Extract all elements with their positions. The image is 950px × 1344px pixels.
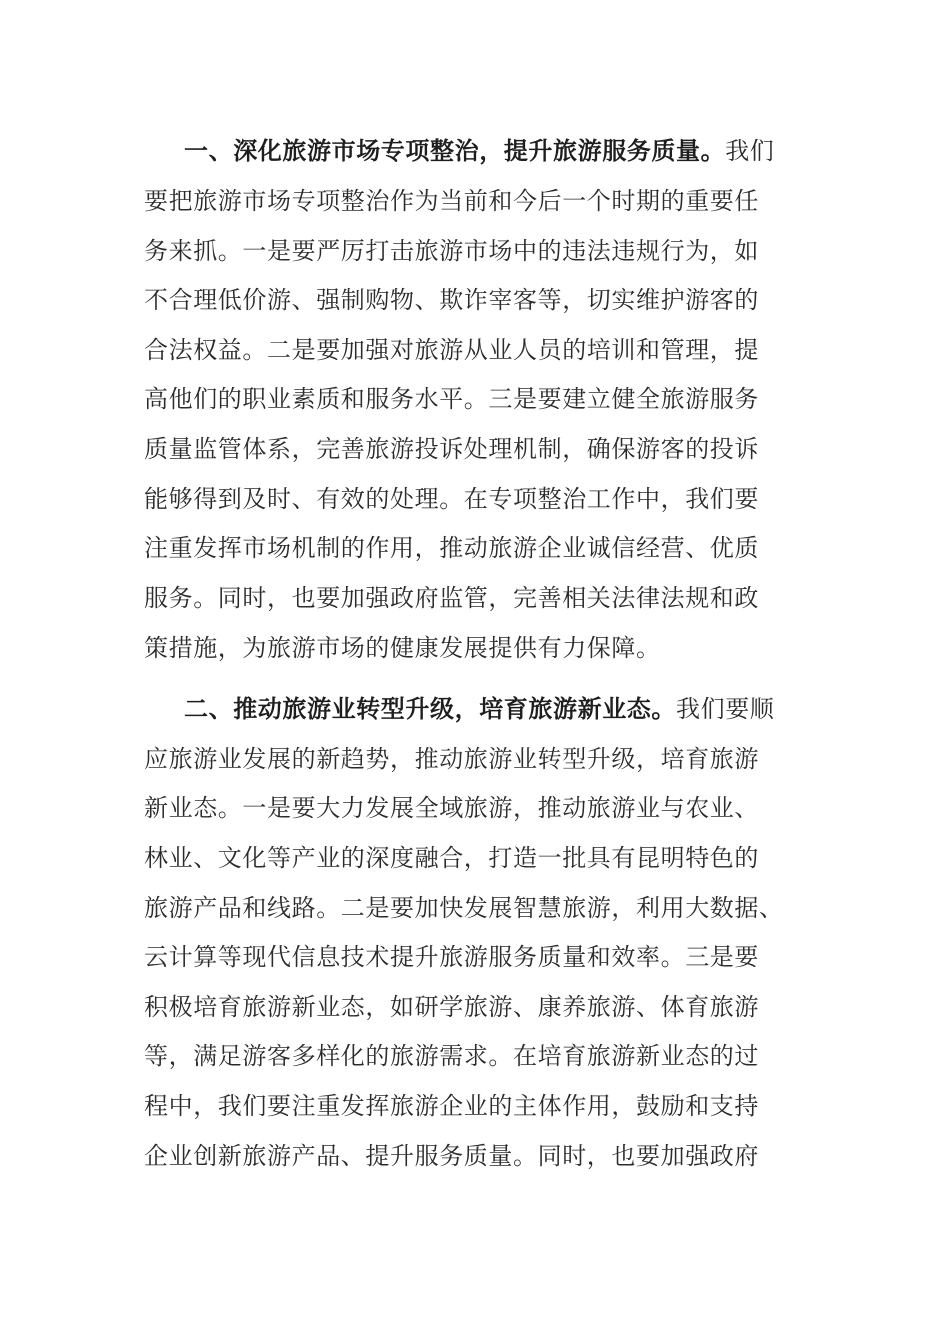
paragraph-1-line-3: 务来抓。一是要严厉打击旅游市场中的违法违规行为，如 xyxy=(144,237,759,265)
paragraph-2-heading: 二、推动旅游业转型升级，培育旅游新业态。 xyxy=(184,695,676,723)
paragraph-2-line-10: 企业创新旅游产品、提升服务质量。同时，也要加强政府 xyxy=(144,1142,759,1170)
paragraph-1-line-4: 不合理低价游、强制购物、欺诈宰客等，切实维护游客的 xyxy=(144,286,759,314)
paragraph-2-line-5: 旅游产品和线路。二是要加快发展智慧旅游，利用大数据、 xyxy=(144,894,784,922)
paragraph-1-first-line xyxy=(144,133,774,169)
paragraph-2-line-8: 等，满足游客多样化的旅游需求。在培育旅游新业态的过 xyxy=(144,1042,759,1070)
paragraph-1-line-8: 能够得到及时、有效的处理。在专项整治工作中，我们要 xyxy=(144,485,759,513)
paragraph-2-line-3: 新业态。一是要大力发展全域旅游，推动旅游业与农业、 xyxy=(144,794,759,822)
paragraph-2-line-6: 云计算等现代信息技术提升旅游服务质量和效率。三是要 xyxy=(144,943,759,971)
paragraph-2-line-9: 程中，我们要注重发挥旅游企业的主体作用，鼓励和支持 xyxy=(144,1092,759,1120)
paragraph-1-line-1: 我们 xyxy=(725,137,775,165)
paragraph-2-first-line xyxy=(144,691,774,727)
paragraph-1-line-6: 高他们的职业素质和服务水平。三是要建立健全旅游服务 xyxy=(144,385,759,413)
paragraph-1-line-10: 服务。同时，也要加强政府监管，完善相关法律法规和政 xyxy=(144,584,759,612)
paragraph-1-line-2: 要把旅游市场专项整治作为当前和今后一个时期的重要任 xyxy=(144,187,759,215)
paragraph-1-line-11: 策措施，为旅游市场的健康发展提供有力保障。 xyxy=(144,634,661,662)
paragraph-1-heading: 一、深化旅游市场专项整治，提升旅游服务质量。 xyxy=(184,137,726,165)
paragraph-2-line-2: 应旅游业发展的新趋势，推动旅游业转型升级，培育旅游 xyxy=(144,745,759,773)
paragraph-2-line-7: 积极培育旅游新业态，如研学旅游、康养旅游、体育旅游 xyxy=(144,993,759,1021)
paragraph-1-line-7: 质量监管体系，完善旅游投诉处理机制，确保游客的投诉 xyxy=(144,435,759,463)
paragraph-2-line-1: 我们要顺 xyxy=(676,695,775,723)
paragraph-1-line-5: 合法权益。二是要加强对旅游从业人员的培训和管理，提 xyxy=(144,336,759,364)
paragraph-1-line-9: 注重发挥市场机制的作用，推动旅游企业诚信经营、优质 xyxy=(144,534,759,562)
paragraph-2-line-4: 林业、文化等产业的深度融合，打造一批具有昆明特色的 xyxy=(144,844,759,872)
